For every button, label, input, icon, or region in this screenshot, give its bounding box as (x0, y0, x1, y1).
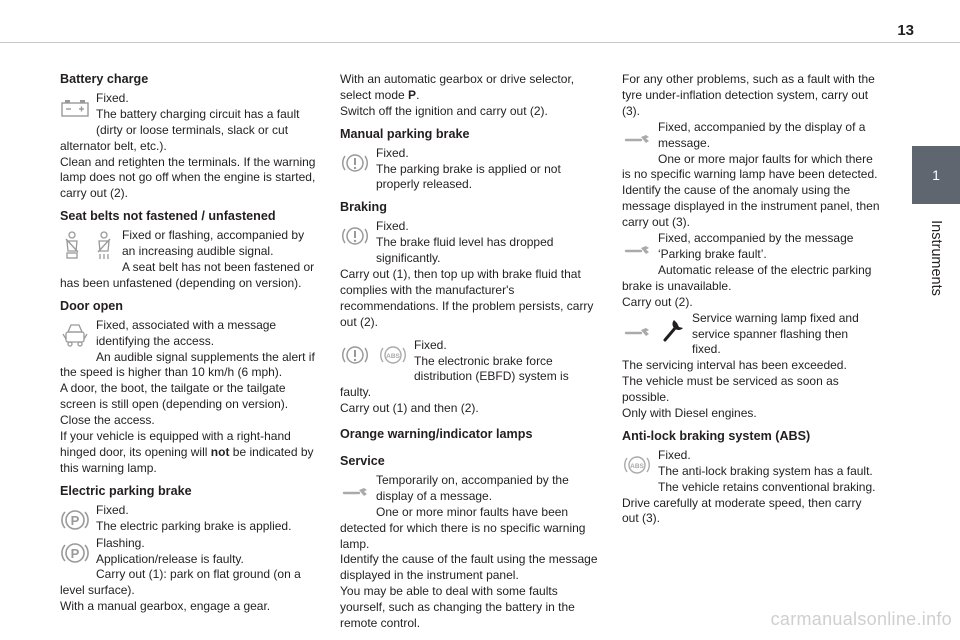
service-parking-brake-text-2: Carry out (2). (622, 294, 693, 309)
epb-action-2: With a manual gearbox, engage a gear. (60, 599, 271, 614)
service-text-2: Identify the cause of the fault using the message displayed in the instrument panel. (340, 552, 598, 583)
abs-icon (378, 340, 408, 370)
door-open-action: Close the access. (60, 413, 155, 428)
service-heading: Service (340, 454, 385, 469)
svg-text:P: P (70, 545, 80, 561)
service-spanner-icon (622, 122, 652, 152)
ebfd-description: The electronic brake force distribution (EBFD) system is faulty. (340, 353, 569, 400)
abs-icon (622, 450, 652, 480)
parking-brake-icon (60, 505, 90, 535)
manual-brake-description: The parking brake is applied or not properly released. (376, 161, 561, 192)
epb-fixed-entry (60, 503, 318, 536)
epb-flashing-entry (60, 536, 318, 616)
page-number: 13 (897, 22, 914, 39)
service-interval-status: Service warning lamp fixed and service spanner flashing then fixed. (692, 310, 859, 357)
brake-fluid-warning-icon (340, 221, 370, 251)
chapter-tab-number[interactable]: 1 (912, 146, 960, 204)
battery-charge-entry (60, 91, 318, 202)
ebfd-status: Fixed. (414, 337, 447, 352)
door-open-right-hinged-text: If your vehicle is equipped with a right-hand hinged door, its opening will not be indicated by this warning lamp. (60, 429, 314, 475)
service-interval-entry (622, 311, 880, 422)
seat-belts-status: Fixed or flashing, accompanied by an increasing audible signal. (122, 228, 305, 259)
abs-status: Fixed. (658, 447, 691, 462)
watermark: carmanualsonline.info (770, 609, 952, 629)
seat-belts-entry (60, 228, 318, 292)
braking-entry (340, 219, 598, 330)
service-major-fault-entry (622, 120, 880, 231)
service-major-text-2: Identify the cause of the anomaly using the message displayed in the instrument panel, then carry out (3). (622, 183, 880, 230)
abs-heading: Anti-lock braking system (ABS) (622, 428, 811, 443)
brake-warning-icon (340, 148, 370, 178)
service-spanner-icon (622, 318, 652, 342)
ebfd-icons (340, 340, 408, 370)
parking-brake-flashing-icon (60, 538, 90, 568)
door-open-entry (60, 318, 318, 477)
service-entry (340, 473, 598, 632)
service-spanner-icon (340, 475, 370, 505)
service-interval-text-2: The vehicle must be serviced as soon as possible. (622, 374, 839, 405)
service-spanner-icon (622, 233, 652, 263)
ebfd-action: Carry out (1) and then (2). (340, 401, 479, 416)
svg-text:P: P (70, 512, 80, 528)
brake-warning-icon (340, 340, 370, 370)
svg-text:ABS: ABS (386, 352, 400, 360)
service-text-1: One or more minor faults have been detected for which there is no specific warning lamp. (340, 504, 586, 551)
door-open-audible-text: An audible signal supplements the alert if the speed is higher than 10 km/h (6 mph). (60, 349, 315, 380)
service-parking-brake-text-1: Automatic release of the electric parking brake is unavailable. (622, 262, 872, 293)
battery-description: The battery charging circuit has a fault (dirty or loose terminals, slack or cut alternator belt, etc.). (60, 106, 300, 153)
wrench-icon (660, 316, 686, 344)
service-parking-brake-fault-entry (622, 231, 880, 311)
abs-entry (622, 448, 880, 528)
battery-action: Clean and retighten the terminals. If the warning lamp does not go off when the engine is started, carry out (2). (60, 154, 316, 201)
service-major-status: Fixed, accompanied by the display of a message. (658, 119, 866, 150)
service-major-text-1: One or more major faults for which there is no specific warning lamp have been detected. (622, 151, 878, 182)
service-text-3: You may be able to deal with some faults yourself, such as changing the battery in the remote control. (340, 584, 575, 631)
abs-text-1: The vehicle retains conventional braking. (658, 479, 876, 494)
braking-description: The brake fluid level has dropped significantly. (376, 235, 554, 266)
braking-action: Carry out (1), then top up with brake fluid that complies with the manufacturer's recommendations. If the problem persists, carry out (2). (340, 266, 594, 329)
ebfd-entry (340, 338, 598, 418)
door-open-icon (60, 320, 90, 350)
svg-text:ABS: ABS (630, 462, 644, 470)
electric-parking-brake-heading: Electric parking brake (60, 483, 192, 498)
other-problems-text: For any other problems, such as a fault with the tyre under-inflation detection system, carry out (3). (622, 72, 875, 118)
door-open-status: Fixed, associated with a message identifying the access. (96, 317, 277, 348)
door-open-access-text: A door, the boot, the tailgate or the tailgate screen is still open (depending on version). (60, 381, 289, 412)
braking-heading: Braking (340, 200, 387, 215)
battery-status: Fixed. (96, 90, 129, 105)
door-open-heading: Door open (60, 298, 123, 313)
column-3 (622, 72, 880, 527)
column-1 (60, 72, 318, 615)
epb-fixed-description: The electric parking brake is applied. (96, 518, 292, 533)
auto-gearbox-action: Switch off the ignition and carry out (2). (340, 103, 548, 118)
auto-gearbox-text: With an automatic gearbox or drive selector, select mode P. (340, 72, 575, 102)
epb-flashing-description: Application/release is faulty. (96, 551, 244, 566)
manual-parking-brake-entry (340, 146, 598, 194)
battery-charge-heading: Battery charge (60, 72, 149, 86)
abs-description: The anti-lock braking system has a fault. (658, 463, 873, 478)
manual-parking-brake-heading: Manual parking brake (340, 126, 470, 141)
column-2 (340, 72, 598, 632)
orange-lamps-heading: Orange warning/indicator lamps (340, 427, 533, 442)
seat-belt-icon (60, 230, 84, 260)
header-rule (0, 42, 960, 43)
seat-belts-heading: Seat belts not fastened / unfastened (60, 209, 276, 224)
seat-belt-rear-icon (92, 230, 116, 260)
epb-fixed-status: Fixed. (96, 502, 129, 517)
chapter-tab-label: Instruments (928, 220, 944, 296)
service-parking-brake-status: Fixed, accompanied by the message ‘Parking brake fault’. (658, 231, 854, 261)
service-status: Temporarily on, accompanied by the display of a message. (376, 472, 569, 503)
epb-action-1: Carry out (1): park on flat ground (on a level surface). (60, 567, 301, 598)
epb-flashing-status: Flashing. (96, 535, 145, 550)
service-interval-text-1: The servicing interval has been exceeded. (622, 358, 847, 373)
manual-brake-status: Fixed. (376, 145, 409, 160)
seat-belts-description: A seat belt has not been fastened or has been unfastened (depending on version). (60, 259, 315, 290)
service-interval-icons (622, 313, 686, 347)
abs-text-2: Drive carefully at moderate speed, then carry out (3). (622, 495, 862, 526)
seat-belt-icons (60, 230, 116, 260)
battery-icon (60, 93, 90, 123)
braking-status: Fixed. (376, 219, 409, 234)
service-interval-text-3: Only with Diesel engines. (622, 406, 757, 421)
